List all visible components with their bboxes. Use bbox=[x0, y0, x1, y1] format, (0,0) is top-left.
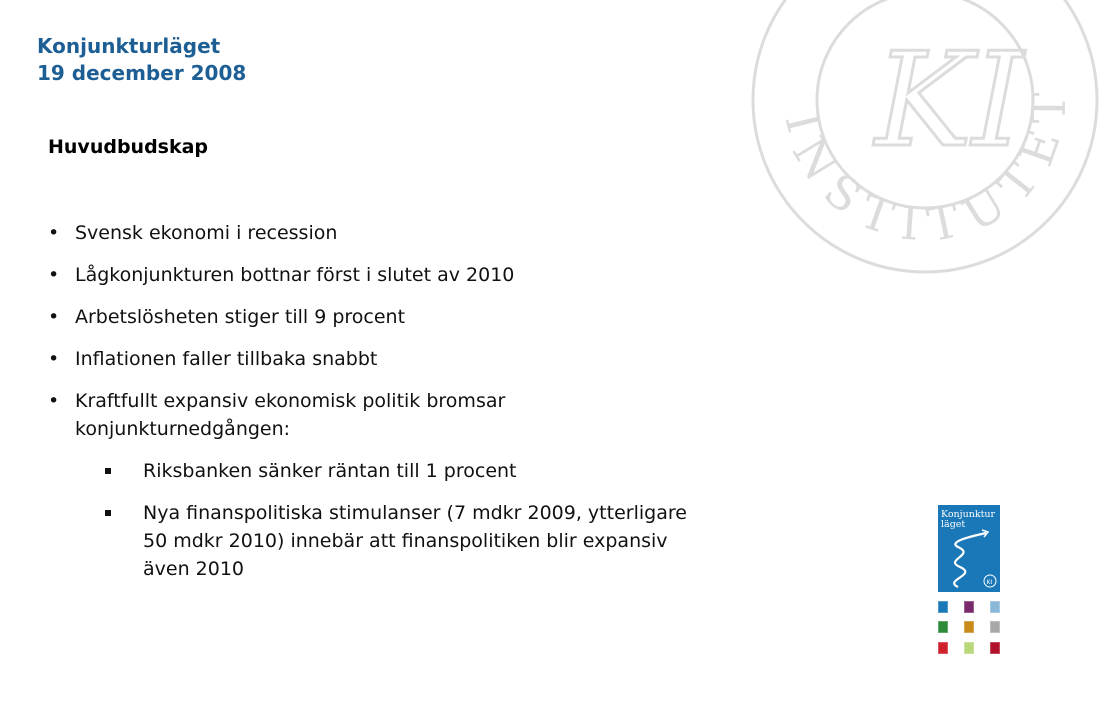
bullet-text: Svensk ekonomi i recession bbox=[75, 222, 338, 244]
ki-seal-watermark bbox=[745, 0, 1105, 280]
cover-thumbnail bbox=[964, 621, 974, 633]
bullet-dot: • bbox=[48, 222, 60, 244]
slide-header bbox=[37, 33, 246, 87]
square-bullet-icon bbox=[105, 510, 111, 516]
bullet-text: Kraftfullt expansiv ekonomisk politik bromsar konjunkturnedgången: bbox=[75, 390, 506, 440]
bullet-text: Lågkonjunkturen bottnar först i slutet av 2010 bbox=[75, 264, 515, 286]
cover-thumbnail-grid bbox=[936, 600, 1006, 660]
sub-bullet-text: Riksbanken sänker räntan till 1 procent bbox=[143, 460, 517, 482]
report-cover-image bbox=[938, 505, 1000, 592]
square-bullet-icon bbox=[105, 468, 111, 474]
seal-monogram: KI bbox=[875, 24, 1024, 176]
cover-thumbnail bbox=[990, 601, 1000, 613]
cover-thumbnail bbox=[964, 642, 974, 654]
bullet-item bbox=[48, 345, 708, 373]
cover-title-line2: läget bbox=[941, 519, 966, 530]
cover-title-line1: Konjunktur bbox=[941, 509, 996, 520]
cover-thumbnail bbox=[990, 642, 1000, 654]
bullet-list bbox=[48, 219, 708, 597]
bullet-item bbox=[48, 303, 708, 331]
report-title: Konjunkturläget bbox=[37, 34, 221, 58]
seal-ring-text: INSTITUTET bbox=[774, 78, 1077, 253]
sub-bullet-item bbox=[48, 499, 708, 583]
sub-bullet-text: Nya finanspolitiska stimulanser (7 mdkr 2009, ytterligare 50 mdkr 2010) innebär att finanspolitiken blir expansiv även 2010 bbox=[143, 502, 687, 580]
cover-thumbnail bbox=[938, 601, 948, 613]
cover-ki-badge: KI bbox=[986, 579, 993, 586]
bullet-item bbox=[48, 387, 708, 443]
cover-thumbnail bbox=[990, 621, 1000, 633]
report-date: 19 december 2008 bbox=[37, 61, 247, 85]
bullet-dot: • bbox=[48, 306, 60, 328]
bullet-dot: • bbox=[48, 348, 60, 370]
sub-bullet-item bbox=[48, 457, 708, 485]
cover-thumbnail bbox=[938, 621, 948, 633]
bullet-dot: • bbox=[48, 264, 60, 286]
bullet-text: Inflationen faller tillbaka snabbt bbox=[75, 348, 378, 370]
cover-thumbnail bbox=[938, 642, 948, 654]
section-heading: Huvudbudskap bbox=[48, 136, 209, 158]
bullet-item bbox=[48, 219, 708, 247]
cover-thumbnail bbox=[964, 601, 974, 613]
bullet-text: Arbetslösheten stiger till 9 procent bbox=[75, 306, 406, 328]
bullet-item bbox=[48, 261, 708, 289]
bullet-dot: • bbox=[48, 390, 60, 412]
